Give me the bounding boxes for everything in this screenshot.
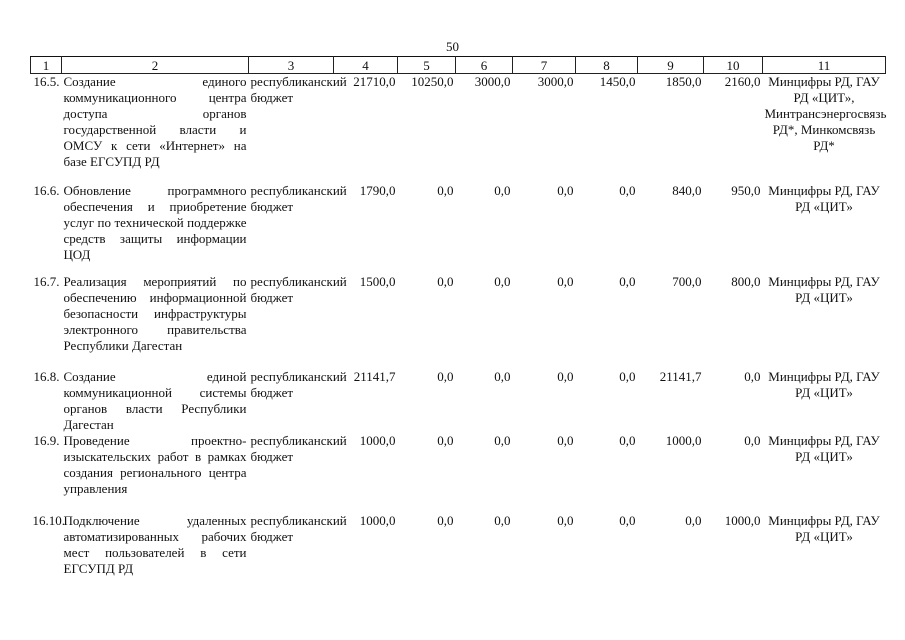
year-amount: 1850,0 bbox=[665, 74, 702, 89]
column-number-row bbox=[31, 57, 886, 74]
executor: Минцифры РД, ГАУ РД «ЦИТ» bbox=[768, 513, 880, 544]
funding-source: республиканский бюджет bbox=[250, 183, 347, 214]
year-amount: 0,0 bbox=[437, 513, 454, 528]
activity-description: Реализация мероприятий по обеспечению информационной безопасности инфраструктуры электронного правительства Республики Дагестан bbox=[63, 274, 247, 353]
table-row bbox=[31, 74, 886, 184]
year-amount: 950,0 bbox=[731, 183, 761, 198]
row-number: 16.5. bbox=[33, 74, 60, 89]
executor: Минцифры РД, ГАУ РД «ЦИТ» bbox=[768, 274, 880, 305]
total-amount: 1000,0 bbox=[359, 433, 396, 448]
table-row bbox=[31, 369, 886, 433]
total-amount: 1500,0 bbox=[359, 274, 396, 289]
column-header: 8 bbox=[576, 57, 638, 74]
year-amount: 1000,0 bbox=[665, 433, 702, 448]
column-header: 4 bbox=[334, 57, 398, 74]
year-amount: 0,0 bbox=[744, 369, 761, 384]
year-amount: 0,0 bbox=[494, 369, 511, 384]
year-amount: 0,0 bbox=[437, 183, 454, 198]
funding-source: республиканский бюджет bbox=[250, 274, 347, 305]
year-amount: 10250,0 bbox=[411, 74, 454, 89]
row-number: 16.8. bbox=[33, 369, 60, 384]
year-amount: 0,0 bbox=[557, 274, 574, 289]
activity-description: Подключение удаленных автоматизированных рабочих мест пользователей в сети ЕГСУПД РД bbox=[63, 513, 247, 576]
year-amount: 1000,0 bbox=[724, 513, 761, 528]
column-header: 3 bbox=[249, 57, 334, 74]
total-amount: 1000,0 bbox=[359, 513, 396, 528]
executor: Минцифры РД, ГАУ РД «ЦИТ», Минтрансэнергосвязь РД*, Минкомсвязь РД* bbox=[764, 74, 887, 153]
row-number: 16.7. bbox=[33, 274, 60, 289]
total-amount: 21141,7 bbox=[353, 369, 396, 384]
year-amount: 0,0 bbox=[494, 433, 511, 448]
column-header: 2 bbox=[62, 57, 249, 74]
year-amount: 0,0 bbox=[744, 433, 761, 448]
year-amount: 21141,7 bbox=[659, 369, 702, 384]
year-amount: 0,0 bbox=[619, 183, 636, 198]
column-header: 1 bbox=[31, 57, 62, 74]
year-amount: 0,0 bbox=[437, 369, 454, 384]
year-amount: 1450,0 bbox=[599, 74, 636, 89]
year-amount: 0,0 bbox=[557, 433, 574, 448]
year-amount: 0,0 bbox=[494, 513, 511, 528]
year-amount: 0,0 bbox=[557, 183, 574, 198]
year-amount: 3000,0 bbox=[537, 74, 574, 89]
year-amount: 2160,0 bbox=[724, 74, 761, 89]
funding-source: республиканский бюджет bbox=[250, 74, 347, 105]
total-amount: 1790,0 bbox=[359, 183, 396, 198]
row-number: 16.10. bbox=[32, 513, 65, 528]
table-row bbox=[31, 513, 886, 583]
year-amount: 840,0 bbox=[672, 183, 702, 198]
executor: Минцифры РД, ГАУ РД «ЦИТ» bbox=[768, 433, 880, 464]
column-header: 10 bbox=[704, 57, 763, 74]
total-amount: 21710,0 bbox=[353, 74, 396, 89]
funding-source: республиканский бюджет bbox=[250, 433, 347, 464]
column-header: 9 bbox=[638, 57, 704, 74]
year-amount: 0,0 bbox=[619, 513, 636, 528]
row-number: 16.9. bbox=[33, 433, 60, 448]
program-table bbox=[30, 56, 886, 583]
year-amount: 0,0 bbox=[557, 513, 574, 528]
year-amount: 0,0 bbox=[685, 513, 702, 528]
table-row bbox=[31, 433, 886, 513]
year-amount: 0,0 bbox=[494, 183, 511, 198]
activity-description: Проведение проектно-изыскательских работ в рамках создания регионального центра управления bbox=[63, 433, 247, 496]
year-amount: 3000,0 bbox=[474, 74, 511, 89]
column-header: 6 bbox=[456, 57, 513, 74]
executor: Минцифры РД, ГАУ РД «ЦИТ» bbox=[768, 369, 880, 400]
column-header: 5 bbox=[398, 57, 456, 74]
year-amount: 0,0 bbox=[619, 274, 636, 289]
row-number: 16.6. bbox=[33, 183, 60, 198]
year-amount: 800,0 bbox=[731, 274, 761, 289]
year-amount: 0,0 bbox=[494, 274, 511, 289]
year-amount: 700,0 bbox=[672, 274, 702, 289]
year-amount: 0,0 bbox=[557, 369, 574, 384]
column-header: 11 bbox=[763, 57, 886, 74]
year-amount: 0,0 bbox=[619, 433, 636, 448]
activity-description: Создание единой коммуникационной системы органов власти Республики Дагестан bbox=[63, 369, 247, 432]
year-amount: 0,0 bbox=[437, 433, 454, 448]
year-amount: 0,0 bbox=[619, 369, 636, 384]
executor: Минцифры РД, ГАУ РД «ЦИТ» bbox=[768, 183, 880, 214]
column-header: 7 bbox=[513, 57, 576, 74]
activity-description: Обновление программного обеспечения и приобретение услуг по технической поддержке средств защиты информации ЦОД bbox=[63, 183, 247, 262]
table-row bbox=[31, 183, 886, 274]
year-amount: 0,0 bbox=[437, 274, 454, 289]
funding-source: республиканский бюджет bbox=[250, 369, 347, 400]
activity-description: Создание единого коммуникационного центра доступа органов государственной власти и ОМСУ к сети «Интернет» на базе ЕГСУПД РД bbox=[63, 74, 247, 169]
table-row bbox=[31, 274, 886, 369]
funding-source: республиканский бюджет bbox=[250, 513, 347, 544]
page-number: 50 bbox=[446, 39, 459, 54]
